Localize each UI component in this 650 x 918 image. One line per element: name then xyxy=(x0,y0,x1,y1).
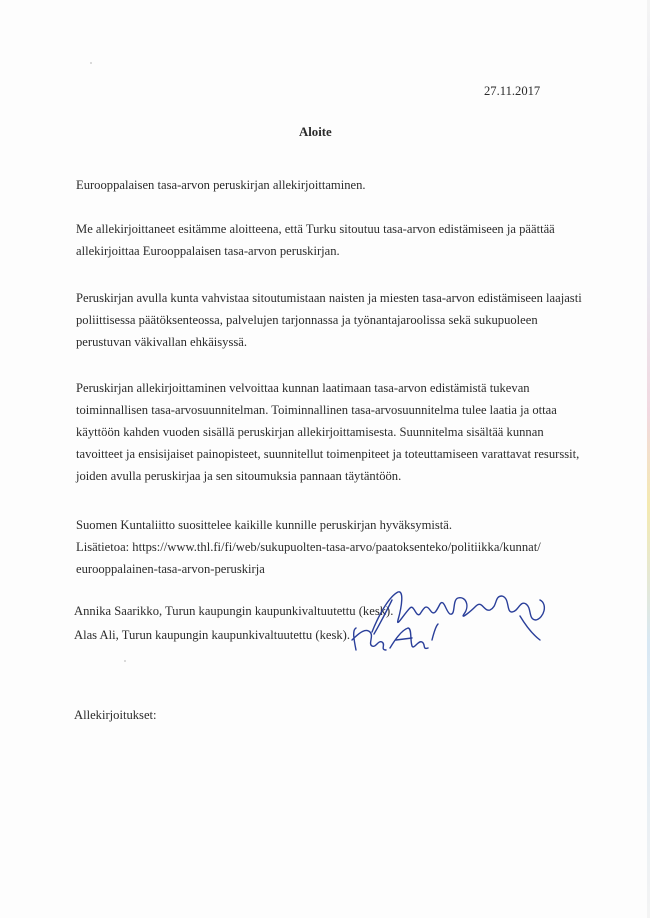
signature-2-stroke xyxy=(432,624,438,640)
document-date: 27.11.2017 xyxy=(484,84,541,98)
signature-2-stroke xyxy=(390,628,428,648)
signature-1-stroke xyxy=(372,592,544,632)
scan-speck xyxy=(90,62,92,64)
paragraph-line: perustuvan väkivallan ehkäisyssä. xyxy=(76,335,248,349)
paragraph-line: allekirjoittaa Eurooppalaisen tasa-arvon peruskirjan. xyxy=(76,244,340,258)
paragraph-line: Me allekirjoittaneet esitämme aloitteena, että Turku sitoutuu tasa-arvon edistämiseen ja päättää xyxy=(76,222,555,236)
paragraph-line: tavoitteet ja ensisijaiset painopisteet, suunnitellut toimenpiteet ja toteuttamiseen varattavat resurssit, xyxy=(76,447,580,461)
obligations-paragraph xyxy=(76,377,596,487)
paragraph-line: toiminnallisen tasa-arvosuunnitelman. Toiminnallinen tasa-arvosuunnitelma tulee laatia ja ottaa xyxy=(76,403,557,417)
signer-1-line: Annika Saarikko, Turun kaupungin kaupunkivaltuutettu (kesk). xyxy=(74,604,394,618)
subject-paragraph xyxy=(76,174,596,196)
proposal-paragraph xyxy=(76,218,596,262)
paragraph-line: poliittisessa päätöksenteossa, palvelujen tarjonnassa ja työnantajaroolissa sekä sukupuoleen xyxy=(76,313,538,327)
document-title: Aloite xyxy=(299,125,332,139)
signatures-label: Allekirjoitukset: xyxy=(74,708,157,722)
signer-2-line: Alas Ali, Turun kaupungin kaupunkivaltuutettu (kesk). xyxy=(74,628,350,642)
more-info-paragraph xyxy=(76,536,596,580)
signature-2-stroke xyxy=(396,638,412,640)
signature-1-stroke xyxy=(520,616,540,640)
paragraph-line: joiden avulla peruskirjaa ja sen sitoumuksia pannaan täytäntöön. xyxy=(76,469,402,483)
recommendation-line: Suomen Kuntaliitto suosittelee kaikille kunnille peruskirjan hyväksymistä. xyxy=(76,518,453,532)
more-info-line: eurooppalainen-tasa-arvon-peruskirja xyxy=(76,562,265,576)
more-info-line: Lisätietoa: https://www.thl.fi/fi/web/sukupuolten-tasa-arvo/paatoksenteko/politiikka/kunnat/ xyxy=(76,540,541,554)
paragraph-line: Peruskirjan avulla kunta vahvistaa sitoutumistaan naisten ja miesten tasa-arvon edistämiseen laajasti xyxy=(76,291,582,305)
charter-purpose-paragraph xyxy=(76,287,596,353)
signature-2-stroke xyxy=(352,628,386,650)
scan-speck xyxy=(124,660,126,662)
paragraph-line: Peruskirjan allekirjoittaminen velvoittaa kunnan laatimaan tasa-arvon edistämistä tukevan xyxy=(76,381,530,395)
recommendation-paragraph xyxy=(76,514,596,536)
subject-line: Eurooppalaisen tasa-arvon peruskirjan allekirjoittaminen. xyxy=(76,178,366,192)
paragraph-line: käyttöön kahden vuoden sisällä peruskirjan allekirjoittamisesta. Suunnitelma sisältää kunnan xyxy=(76,425,544,439)
